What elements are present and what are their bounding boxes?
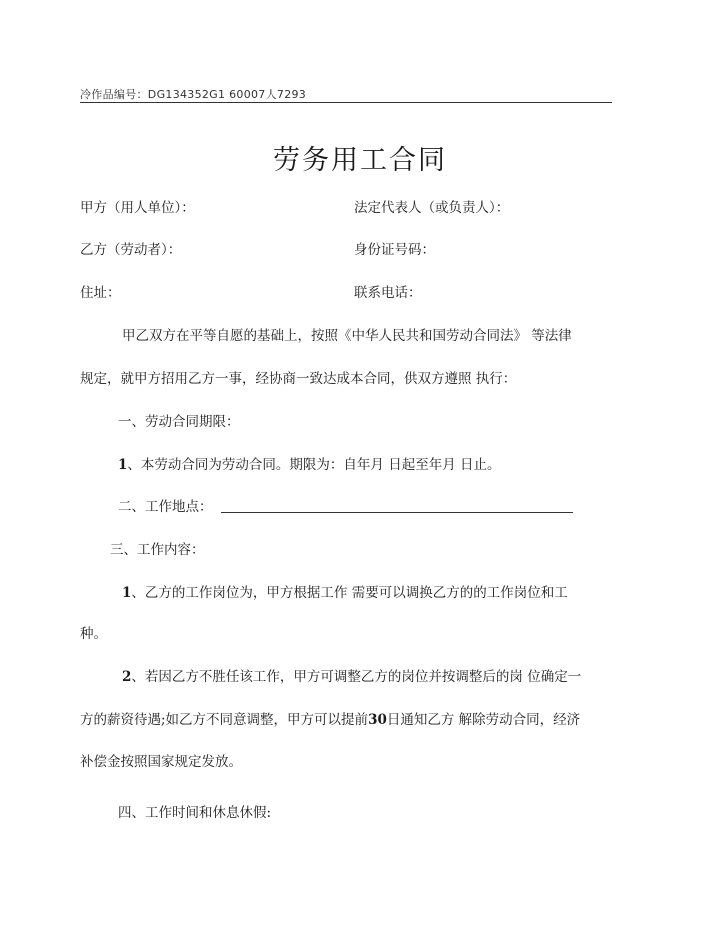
intro-line-1: 甲乙双方在平等自愿的基础上，按照《中华人民共和国劳动合同法》 等法律 [122,328,572,344]
section-3-item-1-continued: 种。 [80,626,107,642]
id-number-label: 身份证号码： [354,242,435,258]
item-text: 、本劳动合同为劳动合同。期限为：自年月 日起至年月 日止。 [127,457,501,473]
section-3-item-2 [122,667,581,687]
section-3-heading: 三、工作内容： [110,542,205,558]
item-number: 2 [122,669,132,685]
party-a-label: 甲方（用人单位）： [80,200,195,216]
intro-line-2: 规定，就甲方招用乙方一事，经协商一致达成本合同，供双方遵照 执行： [80,371,517,387]
section-2-label: 二、工作地点： [118,499,213,515]
address-label: 住址： [80,285,121,301]
item-text: 、乙方的工作岗位为，甲方根据工作 需要可以调换乙方的的工作岗位和工 [131,585,568,601]
section-3-item-1 [122,583,568,603]
item-number: 1 [118,457,128,473]
item-number: 1 [122,585,132,601]
section-1-heading: 一、劳动合同期限： [118,414,240,430]
notice-days: 30 [368,712,387,728]
section-3-item-2-line-3: 补偿金按照国家规定发放。 [80,754,242,770]
legal-representative-label: 法定代表人（或负责人）： [354,200,510,216]
item-text: 日通知乙方 解除劳动合同，经济 [386,712,581,728]
section-2-heading [118,497,573,517]
document-number-header [80,86,612,103]
work-location-blank-line [221,502,573,513]
section-1-item-1 [118,455,501,475]
document-number: 冷作品编号：DG134352G1 60007人7293 [80,88,307,101]
phone-label: 联系电话： [354,285,422,301]
party-b-label: 乙方（劳动者）： [80,242,182,258]
section-4-heading: 四、工作时间和休息休假: [118,805,272,821]
section-3-item-2-line-2 [80,710,580,730]
item-text: 方的薪资待遇;如乙方不同意调整，甲方可以提前 [80,712,369,728]
item-text: 、若因乙方不胜任该工作，甲方可调整乙方的岗位并按调整后的岗 位确定一 [131,669,582,685]
contract-title: 劳务用工合同 [273,145,447,176]
